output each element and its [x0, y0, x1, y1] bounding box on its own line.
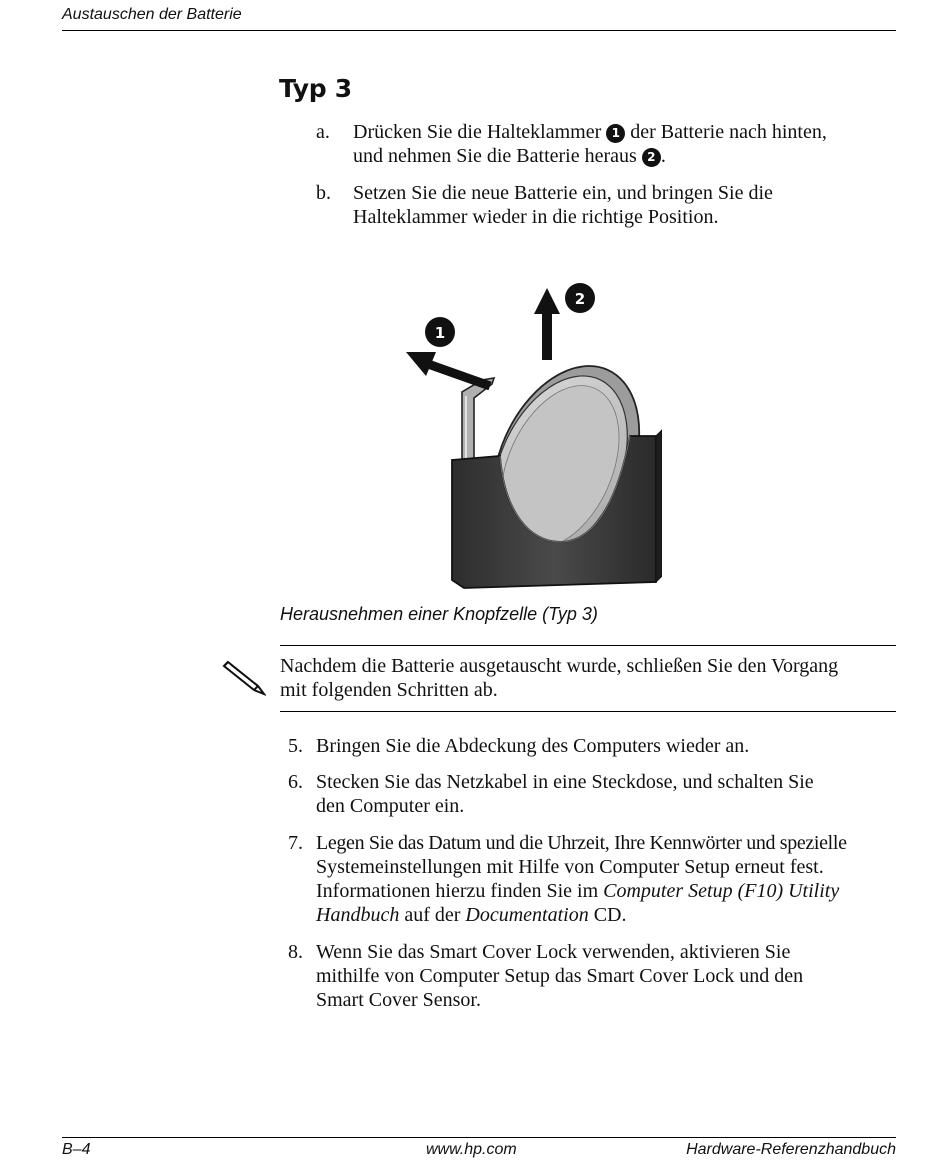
step-8	[281, 940, 896, 1014]
running-header: Austauschen der Batterie	[62, 6, 242, 23]
svg-text:2: 2	[574, 290, 586, 308]
arrow-1-icon	[406, 352, 490, 386]
step-number: 7.	[288, 832, 303, 854]
note-rule-top	[280, 645, 896, 646]
step-number: 6.	[288, 771, 303, 793]
step-7	[281, 831, 896, 929]
pencil-icon	[222, 656, 266, 696]
substep-a	[316, 120, 896, 170]
step-5	[281, 734, 896, 760]
arrow-2-icon	[534, 288, 560, 360]
footer-page-number: B–4	[62, 1141, 91, 1158]
section-heading: Typ 3	[279, 74, 352, 103]
battery-removal-figure	[400, 280, 662, 592]
callout-1-badge	[425, 317, 455, 347]
step-text: Bringen Sie die Abdeckung des Computers wieder an.	[316, 735, 750, 757]
footer-url: www.hp.com	[426, 1141, 517, 1158]
note-rule-bottom	[280, 711, 896, 712]
substep-text: Drücken Sie die Halteklammer 1 der Batterie nach hinten, und nehmen Sie die Batterie heraus 2 .	[353, 121, 827, 167]
step-6	[281, 770, 896, 820]
step-number: 8.	[288, 941, 303, 963]
substep-b	[316, 181, 896, 231]
callout-1-icon: 1	[606, 124, 625, 143]
footer-manual-title: Hardware-Referenzhandbuch	[686, 1141, 896, 1158]
footer-rule	[62, 1137, 896, 1138]
figure-caption: Herausnehmen einer Knopfzelle (Typ 3)	[280, 604, 598, 624]
callout-2-badge	[565, 283, 595, 313]
substep-marker: b.	[316, 182, 331, 204]
doc-title-handbuch: Handbuch	[316, 904, 400, 926]
step-text: Legen Sie das Datum und die Uhrzeit, Ihre Kennwörter und spezielle Systemeinstellungen mit Hilfe von Computer Setup erneut fest. Informationen hierzu finden Sie im Computer Setup (F10) Utility Handbuch auf der Documentation CD.	[316, 832, 847, 926]
svg-text:1: 1	[434, 324, 446, 342]
callout-2-icon: 2	[642, 148, 661, 167]
step-number: 5.	[288, 735, 303, 757]
doc-title-documentation: Documentation	[465, 904, 589, 926]
step-text: Wenn Sie das Smart Cover Lock verwenden, aktivieren Sie mithilfe von Computer Setup das Smart Cover Lock und den Smart Cover Sensor.	[316, 941, 804, 1011]
substep-marker: a.	[316, 121, 330, 143]
header-rule	[62, 30, 896, 31]
step-text: Stecken Sie das Netzkabel in eine Steckdose, und schalten Sie den Computer ein.	[316, 771, 814, 817]
doc-title-utility: Computer Setup (F10) Utility	[603, 880, 840, 902]
substep-text: Setzen Sie die neue Batterie ein, und bringen Sie die Halteklammer wieder in die richtige Position.	[353, 182, 773, 228]
note-text: Nachdem die Batterie ausgetauscht wurde, schließen Sie den Vorgang mit folgenden Schritten ab.	[280, 655, 839, 701]
